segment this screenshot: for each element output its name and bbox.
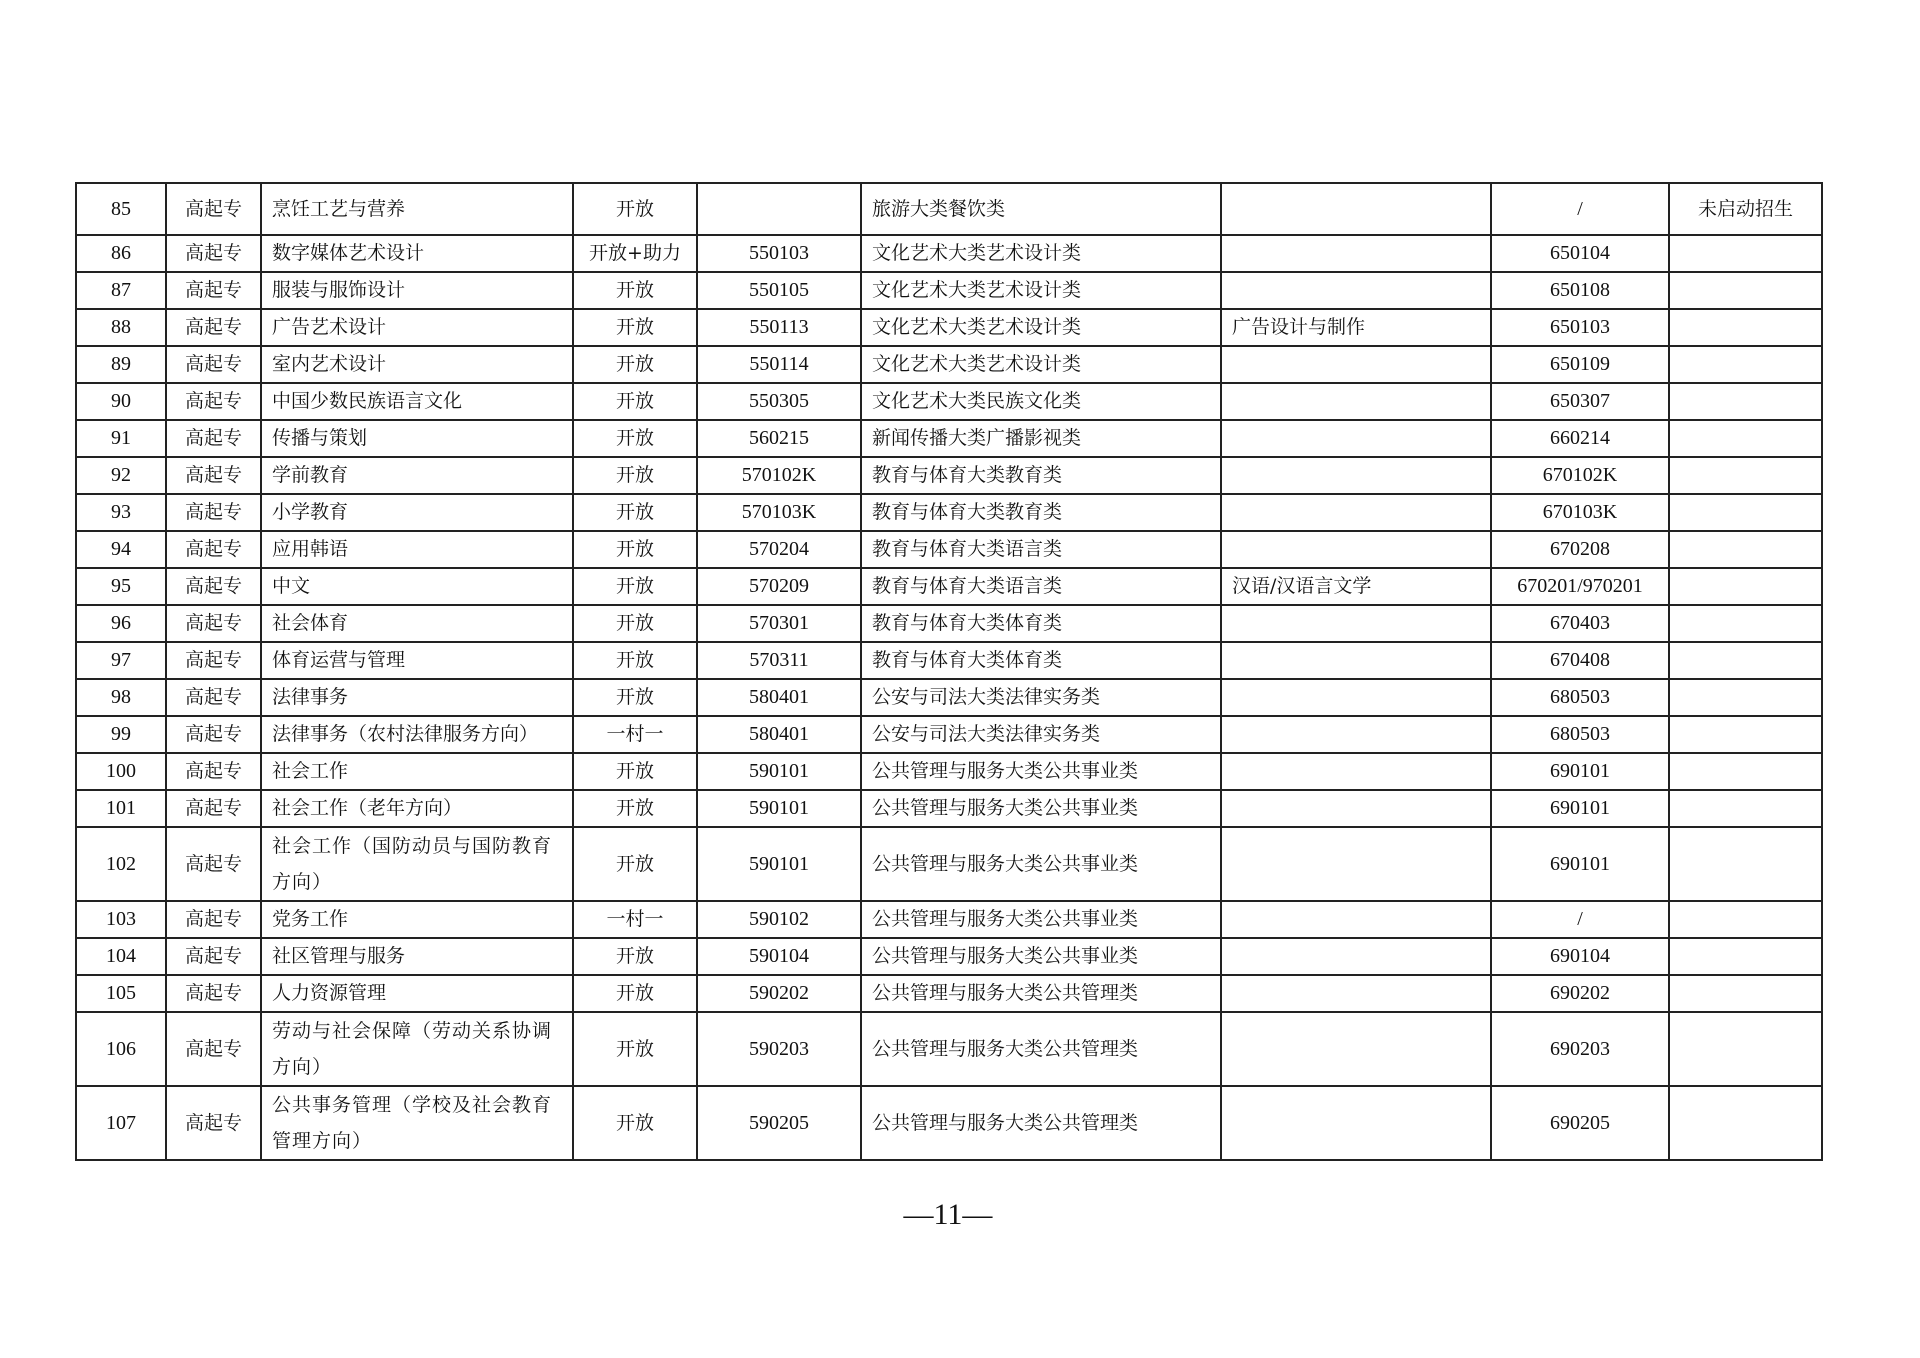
cell-level: 高起专 xyxy=(166,716,261,753)
cell-new-code: 670403 xyxy=(1491,605,1669,642)
cell-direction xyxy=(1221,1012,1491,1086)
cell-new-code: 670102K xyxy=(1491,457,1669,494)
cell-major-code: 570103K xyxy=(697,494,861,531)
cell-mode: 开放 xyxy=(573,642,697,679)
cell-mode: 开放 xyxy=(573,183,697,235)
cell-major-name: 公共事务管理（学校及社会教育管理方向） xyxy=(261,1086,573,1160)
cell-major-name: 劳动与社会保障（劳动关系协调方向） xyxy=(261,1012,573,1086)
cell-number: 93 xyxy=(76,494,166,531)
table-row xyxy=(76,568,1822,605)
cell-mode: 开放 xyxy=(573,1086,697,1160)
cell-major-name: 社区管理与服务 xyxy=(261,938,573,975)
cell-note xyxy=(1669,235,1822,272)
cell-direction xyxy=(1221,1086,1491,1160)
cell-major-name: 体育运营与管理 xyxy=(261,642,573,679)
table-row xyxy=(76,494,1822,531)
cell-note xyxy=(1669,790,1822,827)
cell-category: 教育与体育大类语言类 xyxy=(861,568,1221,605)
cell-category: 公共管理与服务大类公共事业类 xyxy=(861,753,1221,790)
cell-new-code: 690101 xyxy=(1491,753,1669,790)
cell-major-name: 室内艺术设计 xyxy=(261,346,573,383)
cell-direction xyxy=(1221,272,1491,309)
cell-new-code: 690101 xyxy=(1491,827,1669,901)
cell-level: 高起专 xyxy=(166,346,261,383)
cell-new-code: / xyxy=(1491,183,1669,235)
cell-major-code: 550305 xyxy=(697,383,861,420)
cell-direction xyxy=(1221,679,1491,716)
cell-new-code: 650103 xyxy=(1491,309,1669,346)
table-row xyxy=(76,272,1822,309)
cell-level: 高起专 xyxy=(166,753,261,790)
cell-mode: 开放 xyxy=(573,531,697,568)
cell-major-name: 学前教育 xyxy=(261,457,573,494)
table-row xyxy=(76,1012,1822,1086)
cell-new-code: 670103K xyxy=(1491,494,1669,531)
cell-category: 文化艺术大类艺术设计类 xyxy=(861,235,1221,272)
cell-category: 公共管理与服务大类公共事业类 xyxy=(861,901,1221,938)
cell-direction xyxy=(1221,383,1491,420)
cell-note xyxy=(1669,642,1822,679)
cell-new-code: 690205 xyxy=(1491,1086,1669,1160)
cell-number: 97 xyxy=(76,642,166,679)
cell-level: 高起专 xyxy=(166,235,261,272)
cell-major-code: 590104 xyxy=(697,938,861,975)
cell-direction xyxy=(1221,183,1491,235)
cell-category: 公共管理与服务大类公共管理类 xyxy=(861,1086,1221,1160)
cell-mode: 开放 xyxy=(573,975,697,1012)
cell-category: 公安与司法大类法律实务类 xyxy=(861,679,1221,716)
cell-category: 教育与体育大类语言类 xyxy=(861,531,1221,568)
cell-major-code xyxy=(697,183,861,235)
cell-level: 高起专 xyxy=(166,790,261,827)
cell-mode: 一村一 xyxy=(573,716,697,753)
cell-level: 高起专 xyxy=(166,938,261,975)
cell-mode: 开放 xyxy=(573,383,697,420)
cell-note xyxy=(1669,346,1822,383)
table-row xyxy=(76,938,1822,975)
cell-major-name: 数字媒体艺术设计 xyxy=(261,235,573,272)
cell-note xyxy=(1669,531,1822,568)
cell-level: 高起专 xyxy=(166,605,261,642)
table-row xyxy=(76,457,1822,494)
cell-number: 86 xyxy=(76,235,166,272)
cell-direction: 汉语/汉语言文学 xyxy=(1221,568,1491,605)
cell-category: 教育与体育大类教育类 xyxy=(861,457,1221,494)
cell-major-code: 590202 xyxy=(697,975,861,1012)
cell-number: 101 xyxy=(76,790,166,827)
cell-note xyxy=(1669,457,1822,494)
cell-note xyxy=(1669,753,1822,790)
cell-direction xyxy=(1221,716,1491,753)
cell-number: 85 xyxy=(76,183,166,235)
cell-direction xyxy=(1221,235,1491,272)
cell-mode: 开放 xyxy=(573,790,697,827)
cell-major-code: 590102 xyxy=(697,901,861,938)
cell-major-code: 570311 xyxy=(697,642,861,679)
cell-major-code: 570102K xyxy=(697,457,861,494)
cell-major-name: 中文 xyxy=(261,568,573,605)
table-row xyxy=(76,1086,1822,1160)
cell-direction xyxy=(1221,605,1491,642)
cell-direction xyxy=(1221,753,1491,790)
cell-level: 高起专 xyxy=(166,183,261,235)
cell-note xyxy=(1669,716,1822,753)
cell-mode: 开放 xyxy=(573,753,697,790)
cell-note xyxy=(1669,1012,1822,1086)
cell-major-name: 社会工作 xyxy=(261,753,573,790)
cell-new-code: 670408 xyxy=(1491,642,1669,679)
cell-direction xyxy=(1221,420,1491,457)
cell-category: 新闻传播大类广播影视类 xyxy=(861,420,1221,457)
cell-number: 105 xyxy=(76,975,166,1012)
cell-direction xyxy=(1221,938,1491,975)
cell-category: 公共管理与服务大类公共事业类 xyxy=(861,938,1221,975)
cell-new-code: 650104 xyxy=(1491,235,1669,272)
cell-level: 高起专 xyxy=(166,827,261,901)
cell-major-name: 社会体育 xyxy=(261,605,573,642)
cell-mode: 开放 xyxy=(573,679,697,716)
cell-note xyxy=(1669,938,1822,975)
cell-number: 87 xyxy=(76,272,166,309)
cell-direction xyxy=(1221,790,1491,827)
cell-number: 104 xyxy=(76,938,166,975)
cell-number: 96 xyxy=(76,605,166,642)
cell-direction xyxy=(1221,901,1491,938)
table-row xyxy=(76,346,1822,383)
cell-new-code: 650307 xyxy=(1491,383,1669,420)
cell-level: 高起专 xyxy=(166,1086,261,1160)
cell-category: 公安与司法大类法律实务类 xyxy=(861,716,1221,753)
cell-level: 高起专 xyxy=(166,420,261,457)
cell-level: 高起专 xyxy=(166,1012,261,1086)
table-row xyxy=(76,827,1822,901)
table-row xyxy=(76,383,1822,420)
cell-level: 高起专 xyxy=(166,494,261,531)
cell-note xyxy=(1669,901,1822,938)
cell-level: 高起专 xyxy=(166,383,261,420)
cell-number: 90 xyxy=(76,383,166,420)
cell-number: 106 xyxy=(76,1012,166,1086)
majors-table-container xyxy=(75,182,1821,1161)
table-row xyxy=(76,235,1822,272)
cell-new-code: 690104 xyxy=(1491,938,1669,975)
cell-category: 教育与体育大类体育类 xyxy=(861,642,1221,679)
table-row xyxy=(76,901,1822,938)
cell-number: 92 xyxy=(76,457,166,494)
cell-note xyxy=(1669,494,1822,531)
cell-category: 文化艺术大类民族文化类 xyxy=(861,383,1221,420)
cell-major-code: 570301 xyxy=(697,605,861,642)
cell-major-name: 服装与服饰设计 xyxy=(261,272,573,309)
cell-level: 高起专 xyxy=(166,642,261,679)
cell-major-name: 小学教育 xyxy=(261,494,573,531)
table-row xyxy=(76,679,1822,716)
cell-major-code: 590101 xyxy=(697,827,861,901)
cell-level: 高起专 xyxy=(166,568,261,605)
table-row xyxy=(76,642,1822,679)
cell-note: 未启动招生 xyxy=(1669,183,1822,235)
table-row xyxy=(76,531,1822,568)
cell-category: 文化艺术大类艺术设计类 xyxy=(861,309,1221,346)
cell-direction: 广告设计与制作 xyxy=(1221,309,1491,346)
cell-mode: 开放 xyxy=(573,346,697,383)
cell-level: 高起专 xyxy=(166,272,261,309)
cell-major-name: 中国少数民族语言文化 xyxy=(261,383,573,420)
cell-number: 103 xyxy=(76,901,166,938)
cell-number: 94 xyxy=(76,531,166,568)
cell-mode: 开放 xyxy=(573,420,697,457)
table-row xyxy=(76,605,1822,642)
cell-note xyxy=(1669,679,1822,716)
cell-major-code: 590205 xyxy=(697,1086,861,1160)
table-row xyxy=(76,716,1822,753)
cell-mode: 开放 xyxy=(573,827,697,901)
cell-note xyxy=(1669,605,1822,642)
cell-new-code: 670201/970201 xyxy=(1491,568,1669,605)
table-row xyxy=(76,975,1822,1012)
cell-category: 旅游大类餐饮类 xyxy=(861,183,1221,235)
cell-major-name: 传播与策划 xyxy=(261,420,573,457)
table-row xyxy=(76,790,1822,827)
cell-new-code: 680503 xyxy=(1491,679,1669,716)
cell-category: 公共管理与服务大类公共事业类 xyxy=(861,790,1221,827)
cell-number: 99 xyxy=(76,716,166,753)
cell-new-code: 690202 xyxy=(1491,975,1669,1012)
cell-new-code: 650108 xyxy=(1491,272,1669,309)
cell-number: 102 xyxy=(76,827,166,901)
cell-major-name: 应用韩语 xyxy=(261,531,573,568)
cell-mode: 开放 xyxy=(573,568,697,605)
cell-number: 100 xyxy=(76,753,166,790)
cell-new-code: 680503 xyxy=(1491,716,1669,753)
cell-major-name: 烹饪工艺与营养 xyxy=(261,183,573,235)
cell-major-code: 550114 xyxy=(697,346,861,383)
cell-major-code: 570209 xyxy=(697,568,861,605)
cell-number: 88 xyxy=(76,309,166,346)
cell-major-code: 550103 xyxy=(697,235,861,272)
cell-note xyxy=(1669,272,1822,309)
cell-mode: 开放 xyxy=(573,1012,697,1086)
cell-level: 高起专 xyxy=(166,457,261,494)
cell-category: 教育与体育大类体育类 xyxy=(861,605,1221,642)
cell-major-code: 590101 xyxy=(697,753,861,790)
table-row xyxy=(76,183,1822,235)
cell-level: 高起专 xyxy=(166,309,261,346)
table-row xyxy=(76,420,1822,457)
cell-note xyxy=(1669,383,1822,420)
cell-note xyxy=(1669,420,1822,457)
cell-major-code: 590101 xyxy=(697,790,861,827)
cell-major-name: 社会工作（老年方向） xyxy=(261,790,573,827)
cell-number: 95 xyxy=(76,568,166,605)
table-row xyxy=(76,753,1822,790)
cell-major-name: 党务工作 xyxy=(261,901,573,938)
cell-note xyxy=(1669,568,1822,605)
cell-major-code: 550105 xyxy=(697,272,861,309)
cell-mode: 开放 xyxy=(573,272,697,309)
cell-major-code: 570204 xyxy=(697,531,861,568)
cell-level: 高起专 xyxy=(166,975,261,1012)
cell-number: 91 xyxy=(76,420,166,457)
cell-category: 公共管理与服务大类公共管理类 xyxy=(861,1012,1221,1086)
cell-category: 教育与体育大类教育类 xyxy=(861,494,1221,531)
cell-mode: 开放+助力 xyxy=(573,235,697,272)
cell-new-code: 690101 xyxy=(1491,790,1669,827)
cell-note xyxy=(1669,1086,1822,1160)
cell-mode: 开放 xyxy=(573,309,697,346)
cell-level: 高起专 xyxy=(166,531,261,568)
cell-mode: 开放 xyxy=(573,938,697,975)
cell-mode: 一村一 xyxy=(573,901,697,938)
majors-table xyxy=(75,182,1823,1161)
cell-major-name: 法律事务（农村法律服务方向） xyxy=(261,716,573,753)
cell-mode: 开放 xyxy=(573,494,697,531)
cell-major-code: 560215 xyxy=(697,420,861,457)
cell-number: 107 xyxy=(76,1086,166,1160)
cell-major-code: 590203 xyxy=(697,1012,861,1086)
cell-category: 公共管理与服务大类公共管理类 xyxy=(861,975,1221,1012)
table-row xyxy=(76,309,1822,346)
cell-category: 文化艺术大类艺术设计类 xyxy=(861,346,1221,383)
cell-new-code: 650109 xyxy=(1491,346,1669,383)
cell-new-code: 690203 xyxy=(1491,1012,1669,1086)
majors-table-body xyxy=(76,183,1822,1160)
cell-category: 公共管理与服务大类公共事业类 xyxy=(861,827,1221,901)
cell-direction xyxy=(1221,531,1491,568)
cell-level: 高起专 xyxy=(166,901,261,938)
cell-new-code: 670208 xyxy=(1491,531,1669,568)
page-number: —11— xyxy=(903,1198,993,1231)
cell-direction xyxy=(1221,642,1491,679)
cell-direction xyxy=(1221,494,1491,531)
cell-major-code: 550113 xyxy=(697,309,861,346)
cell-major-name: 广告艺术设计 xyxy=(261,309,573,346)
cell-direction xyxy=(1221,457,1491,494)
cell-direction xyxy=(1221,827,1491,901)
cell-category: 文化艺术大类艺术设计类 xyxy=(861,272,1221,309)
cell-direction xyxy=(1221,975,1491,1012)
cell-new-code: / xyxy=(1491,901,1669,938)
cell-new-code: 660214 xyxy=(1491,420,1669,457)
cell-note xyxy=(1669,827,1822,901)
cell-major-code: 580401 xyxy=(697,716,861,753)
cell-note xyxy=(1669,309,1822,346)
cell-major-code: 580401 xyxy=(697,679,861,716)
cell-number: 89 xyxy=(76,346,166,383)
cell-major-name: 社会工作（国防动员与国防教育方向） xyxy=(261,827,573,901)
cell-mode: 开放 xyxy=(573,605,697,642)
cell-major-name: 人力资源管理 xyxy=(261,975,573,1012)
cell-note xyxy=(1669,975,1822,1012)
cell-mode: 开放 xyxy=(573,457,697,494)
cell-number: 98 xyxy=(76,679,166,716)
cell-level: 高起专 xyxy=(166,679,261,716)
cell-major-name: 法律事务 xyxy=(261,679,573,716)
cell-direction xyxy=(1221,346,1491,383)
